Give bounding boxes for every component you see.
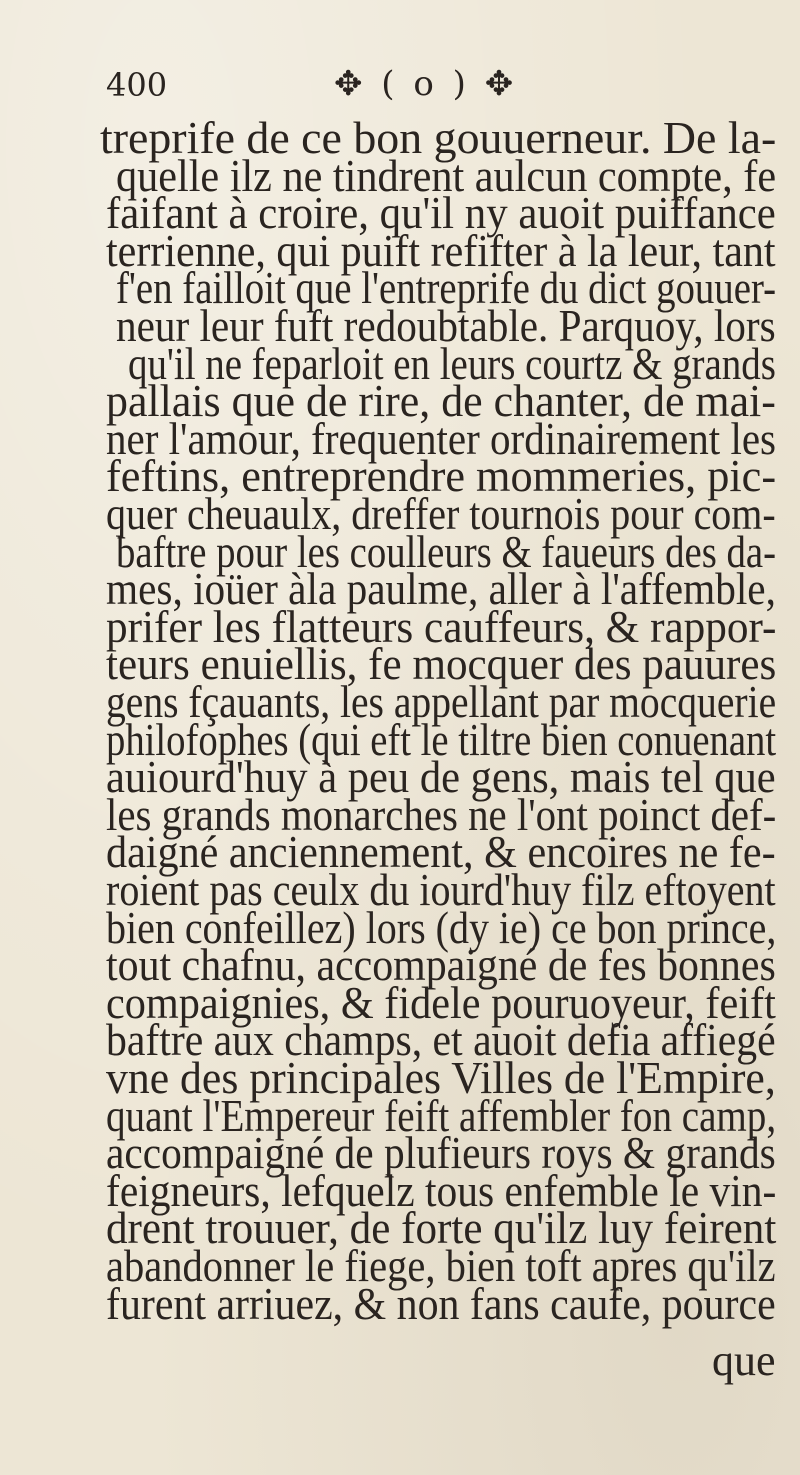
text-line: les grands monarches ne l'ont poinct def- xyxy=(106,789,777,840)
text-line: qu'il ne feparloit en leurs courtz & grands xyxy=(128,338,776,389)
text-line: treprife de ce bon gouuerneur. De la- xyxy=(100,112,777,163)
text-line: daigné anciennement, & encoires ne fe- xyxy=(106,826,776,877)
page-header xyxy=(106,66,706,116)
text-line: roient pas ceulx du iourd'huy filz eftoyent xyxy=(106,864,776,915)
text-line: philofophes (qui eft le tiltre bien conuenant xyxy=(106,714,777,765)
text-line: auiourd'huy à peu de gens, mais tel que xyxy=(106,751,776,802)
text-line: accompaigné de plufieurs roys & grands xyxy=(106,1127,776,1178)
text-line: teurs enuiellis, fe mocquer des pauures xyxy=(106,638,777,689)
text-line: gens fçauants, les appellant par mocquerie xyxy=(106,676,777,727)
catchword: que xyxy=(712,1336,776,1385)
header-ornament: ✥ ( o ) ✥ xyxy=(334,64,518,104)
text-line: compaignies, & fidele pouruoyeur, feift xyxy=(106,977,776,1028)
text-line: prifer les flatteurs cauffeurs, & rappor- xyxy=(106,601,777,652)
text-line: bien confeillez) lors (dy ie) ce bon prince, xyxy=(106,902,777,953)
text-line: vne des principales Villes de l'Empire, xyxy=(106,1052,776,1103)
text-line: tout chafnu, accompaigné de fes bonnes xyxy=(106,939,776,990)
text-line: baftre aux champs, et auoit defia affiegé xyxy=(106,1014,776,1065)
text-line: quant l'Empereur feift affembler fon camp, xyxy=(106,1090,777,1141)
text-line: f'en failloit que l'entreprife du dict gouuer- xyxy=(116,262,777,313)
text-line: drent trouuer, de forte qu'ilz luy feirent xyxy=(106,1202,777,1253)
text-line: faifant à croire, qu'il ny auoit puiffance xyxy=(106,187,776,238)
text-line: quer cheuaulx, dreffer tournois pour com- xyxy=(106,488,776,539)
text-line: feigneurs, lefquelz tous enfemble le vin- xyxy=(106,1165,777,1216)
text-line: quelle ilz ne tindrent aulcun compte, fe xyxy=(116,150,777,201)
text-line: abandonner le fiege, bien toft apres qu'ilz xyxy=(106,1240,776,1291)
text-line: feftins, entreprendre mommeries, pic- xyxy=(106,450,777,501)
text-line: terrienne, qui puift refifter à la leur, tant xyxy=(106,225,776,276)
text-line: ner l'amour, frequenter ordinairement les xyxy=(106,413,777,464)
text-line: furent arriuez, & non fans caufe, pource xyxy=(106,1278,776,1329)
text-line: baftre pour les coulleurs & faueurs des da- xyxy=(116,526,776,577)
page-number: 400 xyxy=(106,66,168,104)
text-line: mes, ioüer àla paulme, aller à l'affemble, xyxy=(106,563,776,614)
text-line: neur leur fuft redoubtable. Parquoy, lors xyxy=(116,300,776,351)
text-line: pallais que de rire, de chanter, de mai- xyxy=(106,375,776,426)
